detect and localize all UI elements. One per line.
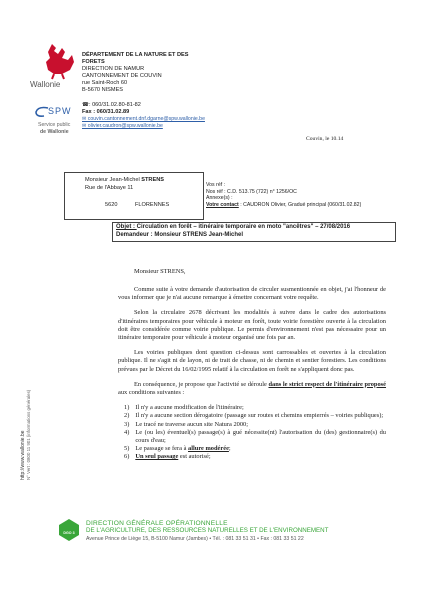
conclusion-pre: En conséquence, je propose que l'activité se déroule [134, 380, 269, 388]
paragraph-1: Comme suite à votre demande d'autorisation de circuler susmentionnée en objet, j'ai l'honneur de vous informer que je n'ai aucune remarque à émettre concernant votre requête. [118, 286, 386, 302]
condition-num: 3) [124, 420, 130, 428]
spw-sub2: de Wallonie [40, 129, 69, 135]
objet-label: Objet : [116, 224, 137, 230]
contact-label: Votre contact [206, 201, 239, 208]
dept-line2: FORETS [82, 59, 105, 65]
department-block [82, 52, 212, 94]
conclusion-bold: dans le strict respect de l'itinéraire proposé [268, 380, 387, 388]
recipient-city: FLORENNES [135, 202, 170, 208]
recipient-line1 [85, 177, 164, 184]
street: rue Saint-Roch 60 [82, 80, 128, 86]
wallonie-wordmark: Wallonie [30, 80, 61, 89]
paragraph-3: Les voiries publiques dont question ci-dessus sont carrossables et ouvertes à la circulation publique. Il ne s'agit ni de layon, ni de trait de chasse, ni de chemin et sentier forestiers. Les conditions prévues par le Décret du 16/02/1995 relatif à la circulation en forêt ne s'appliquent donc pas. [118, 349, 386, 373]
tel: ☎: 060/31.02.80-81-82 [82, 102, 141, 108]
footer-block [86, 520, 416, 542]
condition-num: 1) [124, 404, 130, 412]
recipient-surname: STRENS [141, 177, 164, 183]
letter-body [118, 286, 386, 462]
condition-bold: allure modérée [188, 445, 229, 453]
condition-pre: Le passage se fera à [135, 445, 189, 453]
condition-post: est autorisé; [178, 453, 211, 461]
dgo3-label: DGO 3 [63, 531, 75, 535]
condition-text: Il n'y a aucune section dérogatoire (passage sur routes et chemins empierrés – voiries publiques); [135, 412, 384, 420]
demandeur-line: Demandeur : Monsieur STRENS Jean-Michel [116, 232, 244, 238]
footer-address: Avenue Prince de Liège 15, B-5100 Namur (Jambes) • Tél. : 081 33 51 31 • Fax : 081 33 51 22 [86, 536, 304, 542]
condition-num: 6) [124, 453, 130, 461]
objet-text: Circulation en forêt – itinéraire temporaire en moto "ancêtres" – 27/08/2016 [136, 224, 351, 230]
votre-ref: Vos réf : [206, 182, 226, 188]
direction: DIRECTION DE NAMUR [82, 66, 145, 72]
footer-line2: DE L'AGRICULTURE, DES RESSOURCES NATURELLES ET DE L'ENVIRONNEMENT [86, 527, 329, 534]
condition-text [135, 453, 210, 461]
contact-block [82, 102, 242, 129]
spw-sub1: Service public [38, 122, 71, 128]
conclusion-post: aux conditions suivantes : [118, 389, 185, 397]
recipient-postcode: 5620 [105, 202, 118, 208]
condition-num: 2) [124, 412, 130, 420]
email-1[interactable]: ✉ couvin.cantonnement.dnf.dgarne@spw.wallonie.be [82, 116, 205, 122]
contact [206, 202, 406, 209]
subject-box [112, 222, 396, 242]
condition-num: 5) [124, 445, 130, 453]
references [206, 182, 406, 208]
salutation: Monsieur STRENS, [134, 268, 186, 275]
rooster-icon [38, 40, 78, 80]
nos-ref: Nos réf : C.D. 513.75 (722) n° 1256/OC [206, 188, 297, 195]
dgo3-hexagon-icon [58, 518, 80, 542]
recipient-line2: Rue de l'Abbaye 11 [85, 185, 134, 191]
spw-text: SPW [48, 106, 72, 116]
condition-post: ; [228, 445, 231, 453]
footer-line1: DIRECTION GÉNÉRALE OPÉRATIONNELLE [86, 520, 228, 527]
paragraph-2: Selon la circulaire 2678 décrivant les modalités à suivre dans le cadre des autorisations d'itinéraires temporaires pour véhicule à moteur en forêt, toute voirie forestière ouverte à la circulation doit être considérée comme voirie publique. Le permis d'environnement n'est pas nécessaire pour un itinéraire temporaire pour véhicule à moteur organisé une fois par an. [118, 309, 386, 342]
list-item [124, 429, 386, 445]
condition-text: Le tracé ne traverse aucun site Natura 2000; [135, 420, 248, 428]
cantonnement: CANTONNEMENT DE COUVIN [82, 73, 162, 79]
recipient-box [64, 172, 204, 220]
dept-line1: DÉPARTEMENT DE LA NATURE ET DES [82, 52, 189, 58]
condition-num: 4) [124, 428, 130, 436]
list-item [124, 453, 386, 461]
condition-bold: Un seul passage [135, 453, 179, 461]
sidebar-url[interactable]: http://www.wallonie.be [20, 430, 26, 480]
dgo3-badge [58, 518, 80, 542]
city: B-5670 NISMES [82, 87, 124, 93]
conditions-list [124, 404, 386, 461]
contact-value: : CAUDRON Olivier, Gradué principal (060/31.02.82) [238, 201, 362, 208]
fax: Fax : 060/31.02.89 [82, 109, 130, 115]
condition-text: Le (ou les) éventuel(s) passage(s) à gué nécessite(nt) l'autorisation du (des) gestionnaire(s) du cours d'eau; [135, 428, 386, 445]
list-item [124, 445, 386, 453]
objet-line [116, 224, 350, 230]
list-item [124, 412, 386, 420]
list-item [124, 421, 386, 429]
recipient-name: Monsieur Jean-Michel [85, 177, 142, 183]
sidebar-vertical [20, 390, 31, 480]
list-item [124, 404, 386, 412]
conclusion [118, 381, 386, 397]
sidebar-phone: N° Vert : 0800 11 901 (informations générales) [26, 389, 31, 480]
condition-text [135, 445, 230, 453]
email-2[interactable]: ✉ olivier.caudron@spw.wallonie.be [82, 122, 163, 129]
date-line: Couvin, le 10.14 [306, 136, 344, 142]
spw-logo [30, 104, 80, 144]
condition-text: Il n'y a aucune modification de l'itinéraire; [135, 404, 244, 412]
wallonie-logo [30, 40, 80, 100]
annexes: Annexe(s) : [206, 195, 233, 202]
